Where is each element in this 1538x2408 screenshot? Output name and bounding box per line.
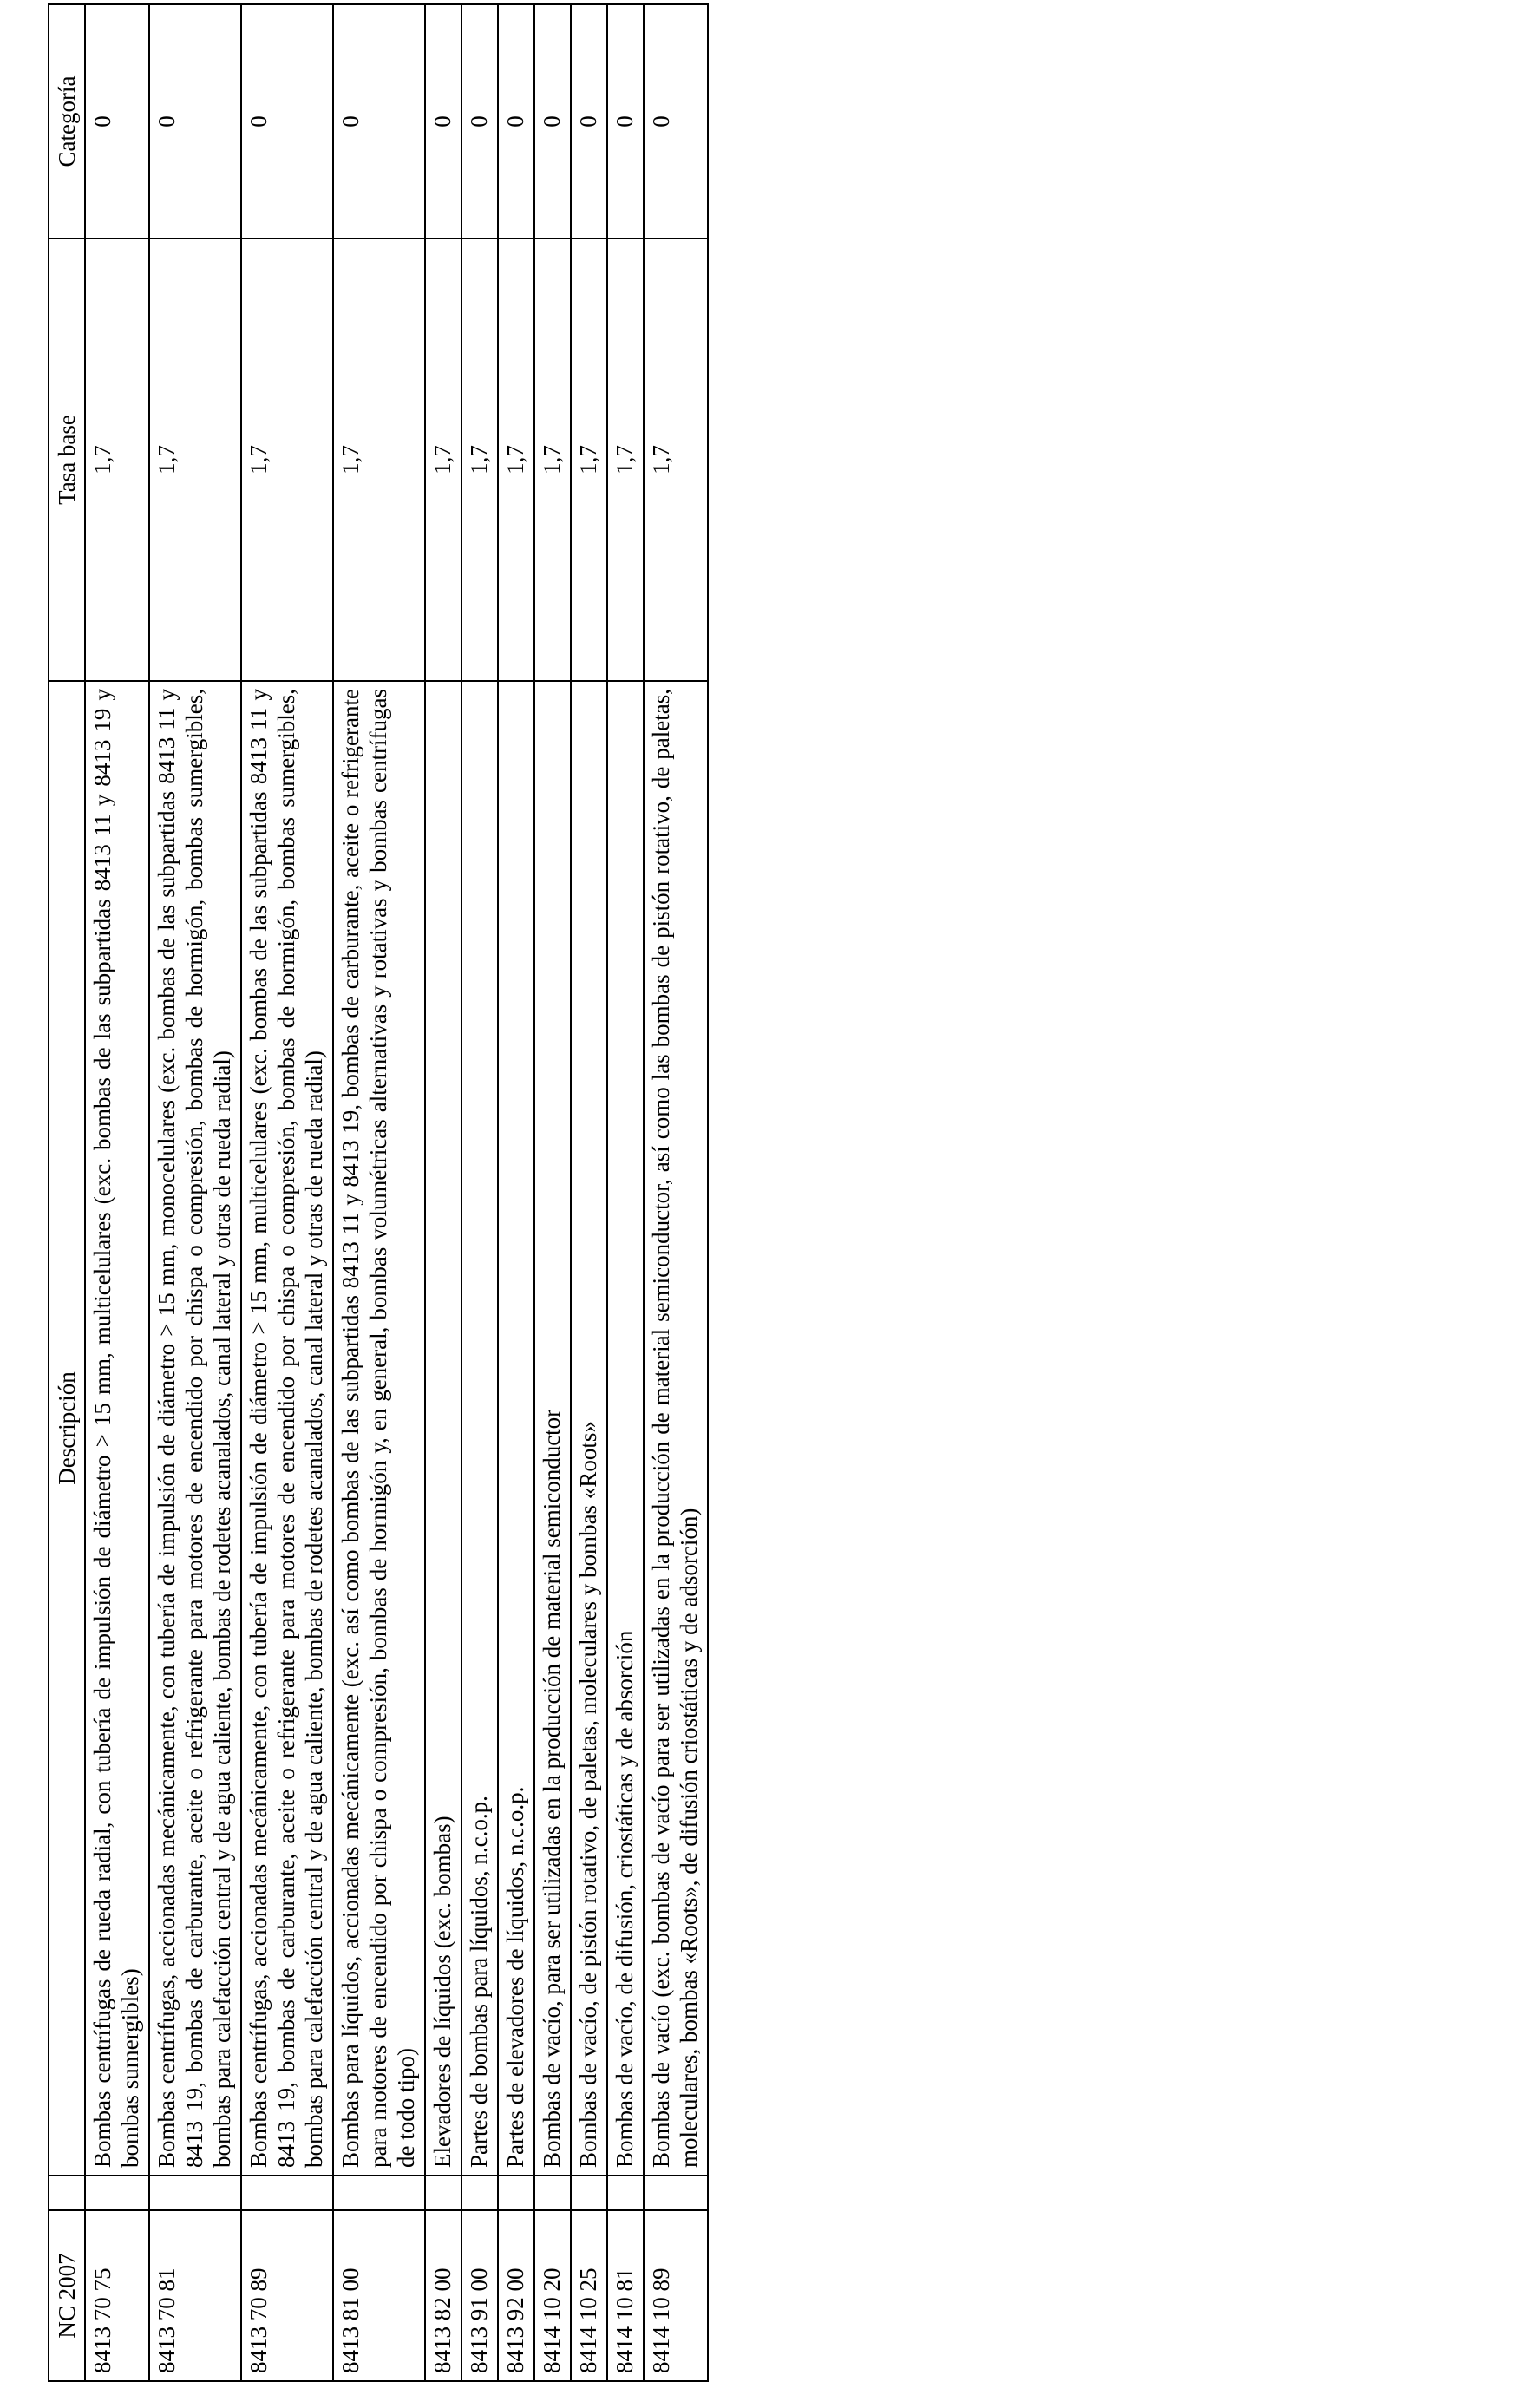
cell-category: 0 bbox=[607, 4, 644, 239]
cell-code: 8414 10 25 bbox=[571, 2210, 607, 2381]
cell-code: 8413 70 75 bbox=[85, 2210, 149, 2381]
table-row bbox=[534, 4, 571, 2381]
header-category: Categoría bbox=[49, 4, 85, 239]
cell-code: 8413 81 00 bbox=[333, 2210, 425, 2381]
cell-description: Bombas de vacío, para ser utilizadas en la producción de material semiconductor bbox=[534, 681, 571, 2176]
table-row bbox=[333, 4, 425, 2381]
header-rate: Tasa base bbox=[49, 239, 85, 681]
cell-spacer bbox=[571, 2176, 607, 2210]
header-description: Descripción bbox=[49, 681, 85, 2176]
cell-code: 8413 70 81 bbox=[149, 2210, 241, 2381]
cell-code: 8413 92 00 bbox=[498, 2210, 534, 2381]
cell-category: 0 bbox=[644, 4, 708, 239]
cell-category: 0 bbox=[149, 4, 241, 239]
cell-category: 0 bbox=[498, 4, 534, 239]
cell-rate: 1,7 bbox=[498, 239, 534, 681]
cell-spacer bbox=[85, 2176, 149, 2210]
header-spacer bbox=[49, 2176, 85, 2210]
cell-rate: 1,7 bbox=[333, 239, 425, 681]
cell-spacer bbox=[333, 2176, 425, 2210]
cell-description: Partes de elevadores de líquidos, n.c.o.p. bbox=[498, 681, 534, 2176]
cell-category: 0 bbox=[425, 4, 461, 239]
cell-category: 0 bbox=[241, 4, 333, 239]
table-row bbox=[425, 4, 461, 2381]
table-row bbox=[241, 4, 333, 2381]
cell-spacer bbox=[461, 2176, 498, 2210]
cell-rate: 1,7 bbox=[241, 239, 333, 681]
cell-category: 0 bbox=[461, 4, 498, 239]
cell-description: Bombas de vacío, de pistón rotativo, de paletas, moleculares y bombas «Roots» bbox=[571, 681, 607, 2176]
table-row bbox=[644, 4, 708, 2381]
cell-rate: 1,7 bbox=[85, 239, 149, 681]
table-row bbox=[149, 4, 241, 2381]
tariff-table bbox=[48, 3, 709, 2382]
cell-code: 8414 10 89 bbox=[644, 2210, 708, 2381]
cell-description: Elevadores de líquidos (exc. bombas) bbox=[425, 681, 461, 2176]
cell-spacer bbox=[644, 2176, 708, 2210]
table-row bbox=[461, 4, 498, 2381]
table-header-row bbox=[49, 4, 85, 2381]
cell-category: 0 bbox=[85, 4, 149, 239]
cell-rate: 1,7 bbox=[571, 239, 607, 681]
cell-code: 8414 10 81 bbox=[607, 2210, 644, 2381]
cell-description: Bombas centrífugas, accionadas mecánicamente, con tubería de impulsión de diámetro > 15 mm, multicelulares (exc. bombas de las subpartidas 8413 11 y 8413 19, bombas de carburante, aceite o refrigerante para motores de encendido por chispa o compresión, bombas de hormigón, bombas sumergibles, bombas para calefacción central y de agua caliente, bombas de rodetes acanalados, canal lateral y otras de rueda radial) bbox=[241, 681, 333, 2176]
cell-code: 8413 82 00 bbox=[425, 2210, 461, 2381]
cell-description: Bombas de vacío, de difusión, criostáticas y de absorción bbox=[607, 681, 644, 2176]
cell-spacer bbox=[149, 2176, 241, 2210]
cell-description: Bombas de vacío (exc. bombas de vacío para ser utilizadas en la producción de material semiconductor, así como las bombas de pistón rotativo, de paletas, moleculares, bombas «Roots», de difusión criostáticas y de adsorción) bbox=[644, 681, 708, 2176]
cell-category: 0 bbox=[333, 4, 425, 239]
cell-description: Bombas centrífugas de rueda radial, con tubería de impulsión de diámetro > 15 mm, multicelulares (exc. bombas de las subpartidas 8413 11 y 8413 19 y bombas sumergibles) bbox=[85, 681, 149, 2176]
cell-spacer bbox=[498, 2176, 534, 2210]
cell-code: 8414 10 20 bbox=[534, 2210, 571, 2381]
table-row bbox=[571, 4, 607, 2381]
cell-spacer bbox=[534, 2176, 571, 2210]
cell-description: Bombas centrífugas, accionadas mecánicamente, con tubería de impulsión de diámetro > 15 mm, monocelulares (exc. bombas de las subpartidas 8413 11 y 8413 19, bombas de carburante, aceite o refrigerante para motores de encendido por chispa o compresión, bombas de hormigón, bombas sumergibles, bombas para calefacción central y de agua caliente, bombas de rodetes acanalados, canal lateral y otras de rueda radial) bbox=[149, 681, 241, 2176]
table-row bbox=[498, 4, 534, 2381]
table-row bbox=[85, 4, 149, 2381]
cell-rate: 1,7 bbox=[149, 239, 241, 681]
cell-description: Partes de bombas para líquidos, n.c.o.p. bbox=[461, 681, 498, 2176]
cell-spacer bbox=[425, 2176, 461, 2210]
cell-rate: 1,7 bbox=[461, 239, 498, 681]
cell-rate: 1,7 bbox=[534, 239, 571, 681]
cell-category: 0 bbox=[571, 4, 607, 239]
cell-spacer bbox=[241, 2176, 333, 2210]
cell-rate: 1,7 bbox=[607, 239, 644, 681]
header-code: NC 2007 bbox=[49, 2210, 85, 2381]
cell-spacer bbox=[607, 2176, 644, 2210]
cell-rate: 1,7 bbox=[425, 239, 461, 681]
cell-rate: 1,7 bbox=[644, 239, 708, 681]
table-row bbox=[607, 4, 644, 2381]
cell-description: Bombas para líquidos, accionadas mecánicamente (exc. así como bombas de las subpartidas 8413 11 y 8413 19, bombas de carburante, aceite o refrigerante para motores de encendido por chispa o compresión, bombas de hormigón y, en general, bombas volumétricas alternativas y rotativas y bombas centrífugas de todo tipo) bbox=[333, 681, 425, 2176]
cell-category: 0 bbox=[534, 4, 571, 239]
cell-code: 8413 91 00 bbox=[461, 2210, 498, 2381]
cell-code: 8413 70 89 bbox=[241, 2210, 333, 2381]
